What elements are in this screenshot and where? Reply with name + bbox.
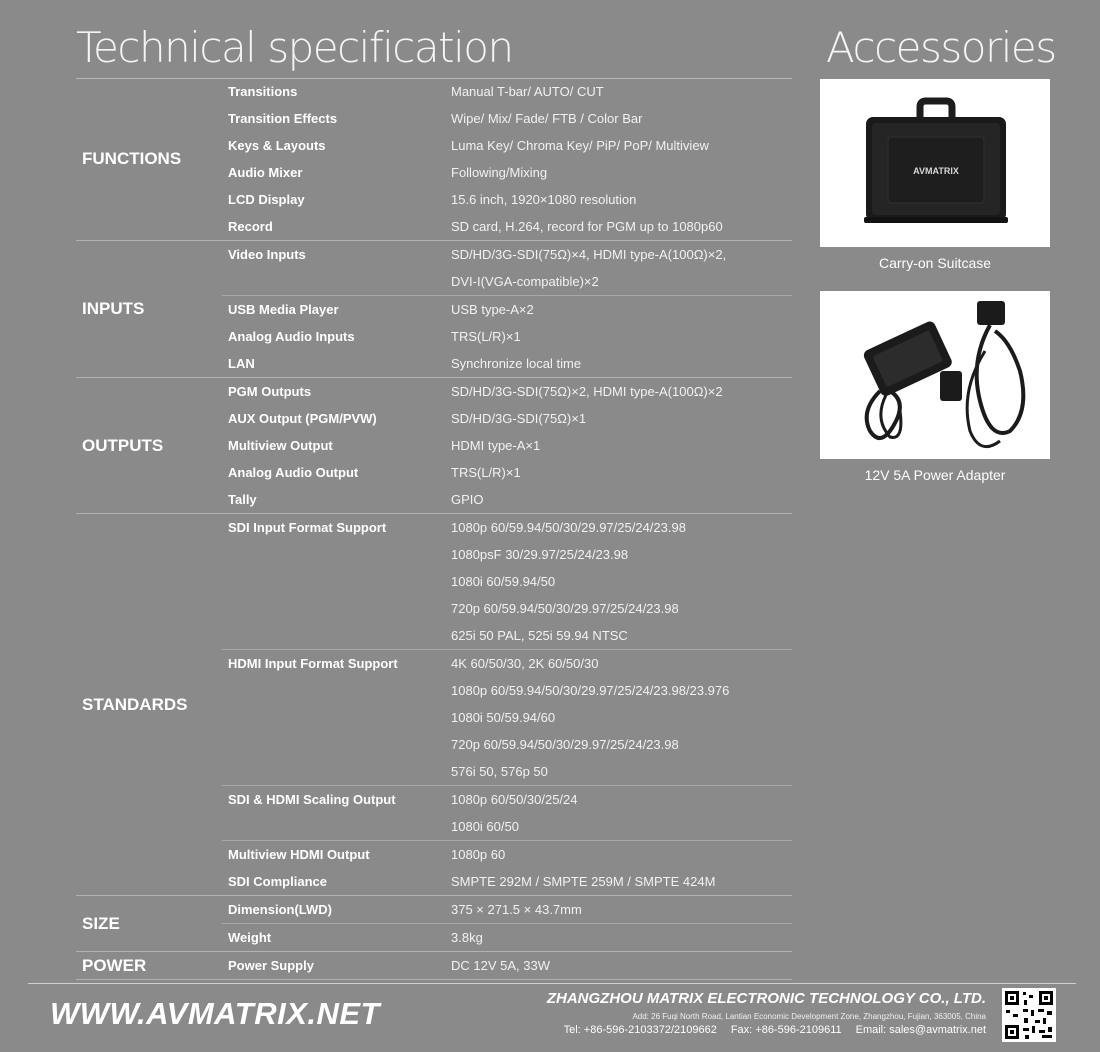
spec-row [222,731,792,758]
spec-row [222,459,792,486]
spec-label: SDI Input Format Support [228,520,387,535]
spec-row [222,813,792,840]
spec-group [222,923,792,951]
spec-value: 1080i 50/59.94/60 [451,710,556,725]
spec-value: Synchronize local time [451,356,582,371]
spec-value: 720p 60/59.94/50/30/29.97/25/24/23.98 [451,601,679,616]
spec-value: GPIO [451,492,484,507]
spec-row [222,78,792,105]
spec-label: Multiview Output [228,438,333,453]
spec-label: HDMI Input Format Support [228,656,398,671]
spec-row [222,323,792,350]
spec-row [222,924,792,951]
spec-label: Audio Mixer [228,165,303,180]
website-link[interactable]: WWW.AVMATRIX.NET [50,996,380,1031]
spec-group [222,896,792,923]
contact-fax: Fax: +86-596-2109611 [730,1024,842,1036]
spec-row [222,650,792,677]
section-outputs [76,378,792,514]
spec-row [222,268,792,295]
spec-label: Weight [228,930,272,945]
suitcase-image [820,79,1050,247]
spec-value: DVI-I(VGA-compatible)×2 [451,274,599,289]
spec-group [222,514,792,649]
spec-label: Dimension(LWD) [228,902,332,917]
spec-row [222,486,792,513]
section-heading: FUNCTIONS [82,149,182,168]
spec-table [76,78,792,980]
spec-value: Manual T-bar/ AUTO/ CUT [451,84,604,99]
power-adapter-caption: 12V 5A Power Adapter [864,467,1006,483]
company-name: ZHANGZHOU MATRIX ELECTRONIC TECHNOLOGY CO., LTD. [546,990,986,1007]
spec-row [222,350,792,377]
spec-label: Keys & Layouts [228,138,326,153]
spec-label: Analog Audio Inputs [228,329,355,344]
section-heading: INPUTS [82,299,145,318]
contact-line [550,1024,986,1036]
spec-value: 576i 50, 576p 50 [451,764,548,779]
spec-value: 1080psF 30/29.97/25/24/23.98 [451,547,629,562]
spec-row [222,132,792,159]
spec-label: SDI Compliance [228,874,327,889]
spec-group [222,840,792,895]
spec-value: HDMI type-A×1 [451,438,541,453]
spec-label: AUX Output (PGM/PVW) [228,411,377,426]
spec-row [222,213,792,240]
spec-label: LCD Display [228,192,305,207]
spec-row [222,952,792,979]
spec-group [222,785,792,840]
spec-row [222,514,792,541]
spec-value: TRS(L/R)×1 [451,329,521,344]
spec-label: Power Supply [228,958,314,973]
power-adapter-image [820,291,1050,459]
spec-value: 1080p 60/59.94/50/30/29.97/25/24/23.98/23.976 [451,683,730,698]
spec-value: Wipe/ Mix/ Fade/ FTB / Color Bar [451,111,643,126]
spec-value: 15.6 inch, 1920×1080 resolution [451,192,637,207]
spec-row [222,241,792,268]
spec-row [222,432,792,459]
spec-value: SD/HD/3G-SDI(75Ω)×4, HDMI type-A(100Ω)×2, [451,247,727,262]
spec-group [222,952,792,979]
spec-group [222,378,792,513]
spec-row [222,541,792,568]
spec-label: Analog Audio Output [228,465,359,480]
spec-title: Technical specification [76,23,513,72]
spec-value: 4K 60/50/30, 2K 60/50/30 [451,656,599,671]
company-address: Add: 26 Fuqi North Road, Lantian Economic Development Zone, Zhangzhou, Fujian, 363005, China [632,1012,986,1021]
spec-row [222,896,792,923]
spec-value: Luma Key/ Chroma Key/ PiP/ PoP/ Multiview [451,138,709,153]
section-heading: OUTPUTS [82,435,164,455]
spec-group [222,295,792,377]
section-heading: STANDARDS [82,694,188,714]
section-inputs [76,241,792,378]
spec-label: Video Inputs [228,247,306,262]
contact-tel: Tel: +86-596-2103372/2109662 [563,1024,717,1036]
spec-value: 1080i 60/59.94/50 [451,574,556,589]
spec-row [222,105,792,132]
spec-row [222,677,792,704]
spec-label: USB Media Player [228,302,339,317]
spec-value: DC 12V 5A, 33W [451,958,550,973]
spec-value: SD/HD/3G-SDI(75Ω)×1 [451,411,587,426]
spec-row [222,595,792,622]
section-functions [76,78,792,241]
spec-value: 1080i 60/50 [451,819,519,834]
accessories-title: Accessories [826,23,1056,72]
section-heading: POWER [82,955,147,975]
qr-code-icon [1002,988,1056,1042]
spec-value: 3.8kg [451,930,483,945]
spec-group [222,649,792,785]
spec-value: SMPTE 292M / SMPTE 259M / SMPTE 424M [451,874,716,889]
spec-row [222,622,792,649]
spec-label: Multiview HDMI Output [228,847,370,862]
spec-value: 1080p 60/50/30/25/24 [451,792,578,807]
spec-label: PGM Outputs [228,384,312,399]
spec-label: Transition Effects [228,111,338,126]
spec-value: 1080p 60/59.94/50/30/29.97/25/24/23.98 [451,520,686,535]
spec-row [222,568,792,595]
section-heading: SIZE [82,913,120,933]
spec-label: SDI & HDMI Scaling Output [228,792,396,807]
spec-value: 720p 60/59.94/50/30/29.97/25/24/23.98 [451,737,679,752]
spec-row [222,868,792,895]
spec-value: 1080p 60 [451,847,506,862]
spec-row [222,704,792,731]
section-size [76,896,792,952]
spec-row [222,296,792,323]
suitcase-caption: Carry-on Suitcase [878,255,992,271]
spec-value: USB type-A×2 [451,302,534,317]
spec-row [222,841,792,868]
spec-label: Transitions [228,84,298,99]
spec-label: Record [228,219,273,234]
spec-value: SD/HD/3G-SDI(75Ω)×2, HDMI type-A(100Ω)×2 [451,384,723,399]
section-standards [76,514,792,896]
spec-row [222,159,792,186]
footer-divider [28,983,1076,984]
spec-value: Following/Mixing [451,165,548,180]
spec-label: LAN [228,356,255,371]
spec-row [222,186,792,213]
contact-email[interactable]: Email: sales@avmatrix.net [855,1024,986,1036]
spec-row [222,405,792,432]
spec-value: 625i 50 PAL, 525i 59.94 NTSC [451,628,628,643]
spec-row [222,758,792,785]
section-power [76,952,792,980]
suitcase-logo: AVMATRIX [913,166,959,176]
spec-value: 375 × 271.5 × 43.7mm [451,902,582,917]
spec-label: Tally [228,492,257,507]
spec-row [222,378,792,405]
spec-group [222,241,792,295]
spec-group [222,78,792,240]
spec-value: SD card, H.264, record for PGM up to 1080p60 [451,219,723,234]
spec-value: TRS(L/R)×1 [451,465,521,480]
spec-row [222,786,792,813]
